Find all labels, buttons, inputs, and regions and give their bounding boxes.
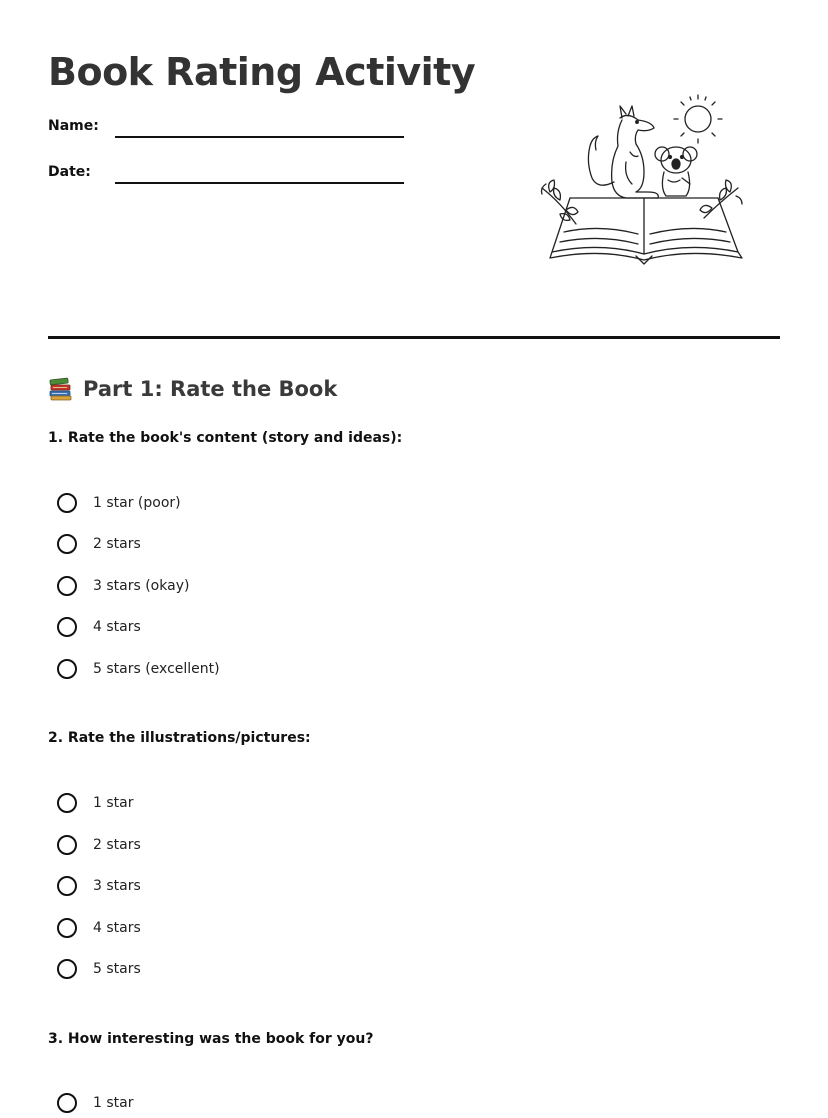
q2-option-3[interactable] — [57, 873, 141, 899]
date-label: Date: — [48, 164, 91, 180]
radio-button[interactable] — [57, 617, 77, 637]
radio-button[interactable] — [57, 534, 77, 554]
radio-button[interactable] — [57, 493, 77, 513]
option-label: 5 stars — [93, 961, 141, 977]
page-title: Book Rating Activity — [48, 50, 476, 94]
kangaroo-koala-book-illustration — [540, 92, 748, 268]
q1-option-1[interactable] — [57, 490, 181, 516]
q2-option-4[interactable] — [57, 915, 141, 941]
radio-button[interactable] — [57, 835, 77, 855]
option-label: 3 stars — [93, 878, 141, 894]
sun-icon — [674, 95, 722, 143]
option-label: 1 star — [93, 1095, 134, 1111]
radio-button[interactable] — [57, 793, 77, 813]
q1-option-5[interactable] — [57, 656, 220, 682]
radio-button[interactable] — [57, 876, 77, 896]
option-label: 4 stars — [93, 619, 141, 635]
option-label: 2 stars — [93, 837, 141, 853]
name-label: Name: — [48, 118, 99, 134]
open-book-icon — [550, 198, 742, 264]
q2-option-5[interactable] — [57, 956, 141, 982]
q2-option-1[interactable] — [57, 790, 133, 816]
option-label: 1 star — [93, 795, 134, 811]
radio-button[interactable] — [57, 576, 77, 596]
radio-button[interactable] — [57, 659, 77, 679]
option-label: 2 stars — [93, 536, 141, 552]
date-line[interactable] — [115, 182, 404, 184]
question-3: 3. How interesting was the book for you? — [48, 1031, 374, 1047]
option-label: 3 stars (okay) — [93, 578, 190, 594]
radio-button[interactable] — [57, 1093, 77, 1113]
q3-option-1[interactable] — [57, 1090, 133, 1116]
radio-button[interactable] — [57, 918, 77, 938]
part1-heading — [48, 372, 337, 406]
books-icon — [48, 376, 74, 402]
question-1: 1. Rate the book's content (story and ideas): — [48, 430, 403, 446]
part1-title: Part 1: Rate the Book — [83, 377, 338, 401]
kangaroo-icon — [588, 106, 658, 198]
option-label: 4 stars — [93, 920, 141, 936]
q2-option-2[interactable] — [57, 832, 141, 858]
q1-option-3[interactable] — [57, 573, 189, 599]
q1-option-4[interactable] — [57, 614, 141, 640]
name-line[interactable] — [115, 136, 404, 138]
koala-icon — [655, 147, 697, 196]
question-2: 2. Rate the illustrations/pictures: — [48, 730, 311, 746]
q1-option-2[interactable] — [57, 531, 141, 557]
option-label: 5 stars (excellent) — [93, 661, 220, 677]
section-divider — [48, 336, 780, 339]
option-label: 1 star (poor) — [93, 495, 181, 511]
radio-button[interactable] — [57, 959, 77, 979]
